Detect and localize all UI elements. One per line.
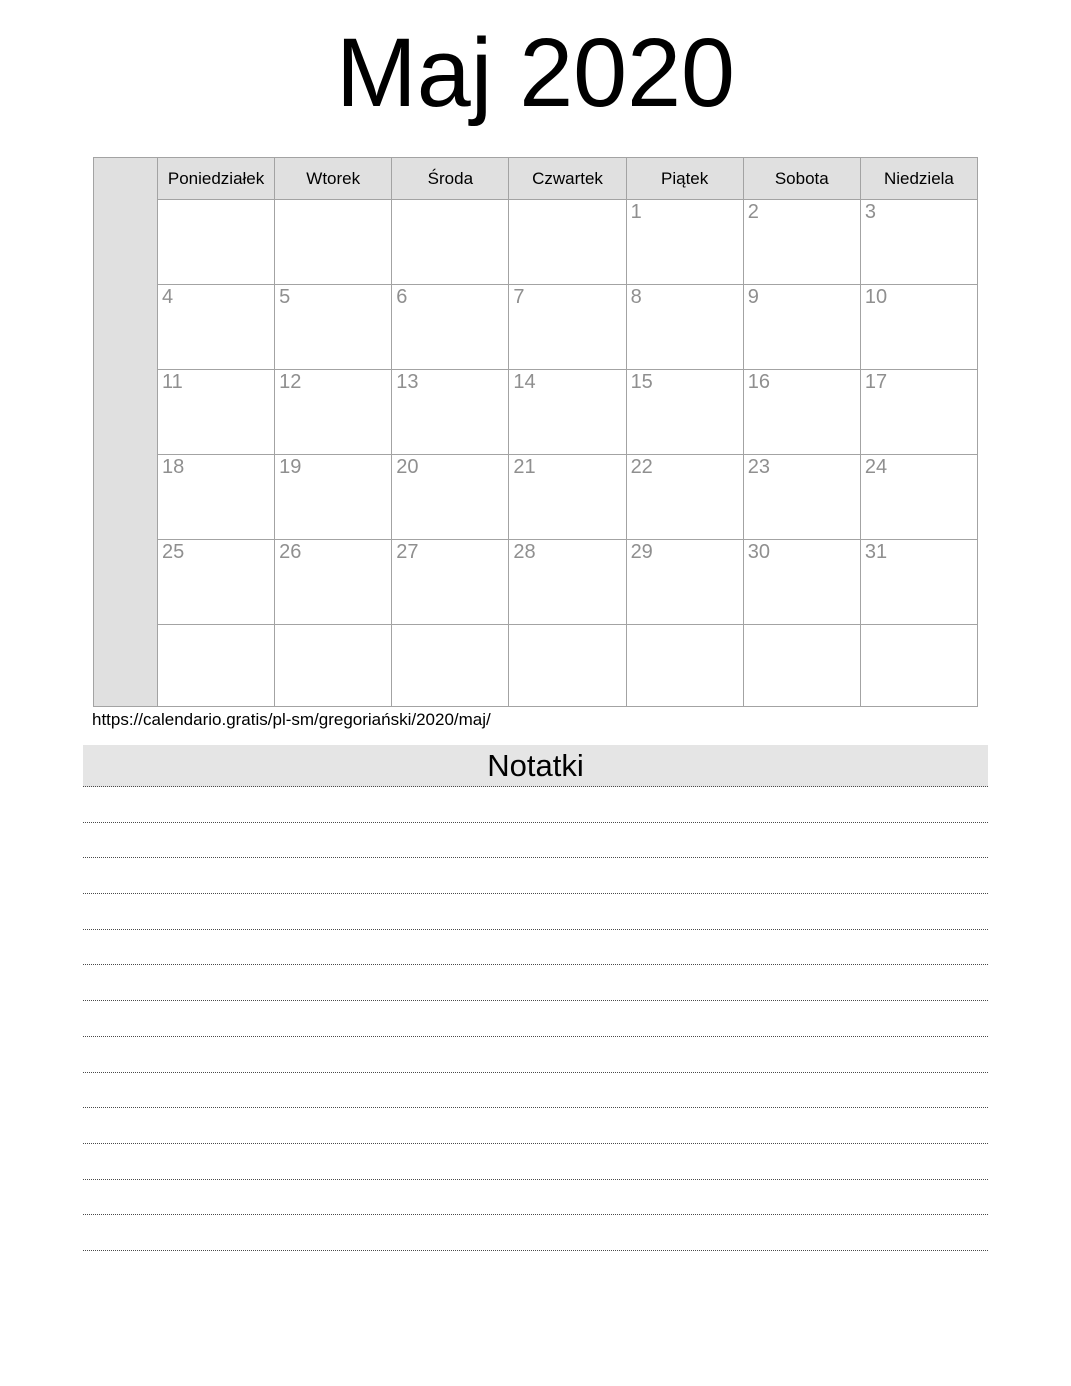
day-number: 22: [630, 456, 653, 478]
calendar-day-cell: [743, 200, 860, 285]
calendar-week-row: [94, 625, 978, 707]
day-number: [392, 200, 508, 201]
day-number: 2: [747, 201, 759, 223]
day-number: 25: [162, 541, 185, 563]
day-header-monday: Poniedziałek: [158, 158, 275, 200]
calendar-day-cell: [860, 540, 977, 625]
note-line: [83, 787, 988, 823]
day-number: [861, 625, 977, 626]
note-line: [83, 823, 988, 859]
day-number: 30: [747, 541, 770, 563]
calendar-day-cell: [743, 625, 860, 707]
day-number: 27: [396, 541, 419, 563]
calendar-day-cell: [392, 200, 509, 285]
notes-header: Notatki: [83, 745, 988, 787]
calendar-day-cell: [509, 200, 626, 285]
calendar-day-cell: [392, 455, 509, 540]
calendar-day-cell: [860, 370, 977, 455]
calendar-day-cell: [626, 455, 743, 540]
calendar-day-cell: [860, 285, 977, 370]
calendar-day-cell: [860, 200, 977, 285]
calendar-day-cell: [860, 455, 977, 540]
day-number: 13: [396, 371, 419, 393]
note-line: [83, 1037, 988, 1073]
calendar-day-cell: [158, 540, 275, 625]
calendar-day-cell: [275, 455, 392, 540]
calendar-week-row: [94, 455, 978, 540]
calendar-day-cell: [158, 370, 275, 455]
calendar-day-cell: [509, 370, 626, 455]
day-number: 9: [747, 286, 759, 308]
calendar-day-cell: [743, 285, 860, 370]
calendar-day-cell: [626, 285, 743, 370]
notes-section: [83, 745, 988, 1251]
calendar-week-row: [94, 370, 978, 455]
day-number: 26: [279, 541, 302, 563]
note-line: [83, 858, 988, 894]
calendar-table: [93, 157, 978, 707]
calendar-day-cell: [743, 455, 860, 540]
calendar-week-row: [94, 285, 978, 370]
calendar-week-row: [94, 200, 978, 285]
day-number: 14: [513, 371, 536, 393]
calendar-day-cell: [392, 540, 509, 625]
day-number: [744, 625, 860, 626]
day-number: 24: [864, 456, 888, 478]
day-header-tuesday: Wtorek: [275, 158, 392, 200]
calendar-day-cell: [275, 285, 392, 370]
day-number: [275, 625, 391, 626]
day-number: 18: [162, 456, 185, 478]
day-header-friday: Piątek: [626, 158, 743, 200]
day-number: [509, 200, 625, 201]
day-number: 17: [864, 371, 888, 393]
calendar-day-cell: [158, 625, 275, 707]
day-number: 10: [864, 286, 888, 308]
calendar-day-cell: [275, 540, 392, 625]
day-header-saturday: Sobota: [743, 158, 860, 200]
calendar-day-cell: [509, 285, 626, 370]
note-line: [83, 894, 988, 930]
calendar-day-cell: [509, 540, 626, 625]
calendar-day-cell: [392, 625, 509, 707]
calendar-day-cell: [275, 370, 392, 455]
calendar-day-cell: [743, 370, 860, 455]
calendar-day-cell: [158, 200, 275, 285]
note-line: [83, 965, 988, 1001]
note-line: [83, 1144, 988, 1180]
day-number: 29: [630, 541, 653, 563]
calendar-day-cell: [392, 370, 509, 455]
day-number: 4: [162, 286, 174, 308]
note-line: [83, 1215, 988, 1251]
note-line: [83, 1001, 988, 1037]
calendar-header-row: [94, 158, 978, 200]
calendar-day-cell: [158, 455, 275, 540]
day-header-wednesday: Środa: [392, 158, 509, 200]
day-number: 7: [513, 286, 525, 308]
notes-lines-container: [83, 787, 988, 1251]
calendar-week-row: [94, 540, 978, 625]
day-header-thursday: Czwartek: [509, 158, 626, 200]
day-number: 16: [747, 371, 770, 393]
day-number: 3: [864, 201, 876, 223]
note-line: [83, 1073, 988, 1109]
day-number: 6: [396, 286, 408, 308]
day-number: [509, 625, 625, 626]
day-number: 20: [396, 456, 419, 478]
week-number-column: [94, 158, 158, 707]
day-number: 8: [630, 286, 642, 308]
day-number: [275, 200, 391, 201]
note-line: [83, 1180, 988, 1216]
day-number: 12: [279, 371, 302, 393]
calendar-day-cell: [392, 285, 509, 370]
day-number: [392, 625, 508, 626]
calendar-day-cell: [626, 540, 743, 625]
day-number: 11: [162, 371, 183, 393]
calendar-day-cell: [743, 540, 860, 625]
day-number: 19: [279, 456, 302, 478]
note-line: [83, 1108, 988, 1144]
source-url: https://calendario.gratis/pl-sm/gregoriański/2020/maj/: [92, 710, 491, 729]
calendar-day-cell: [509, 455, 626, 540]
calendar-day-cell: [509, 625, 626, 707]
day-number: [627, 625, 743, 626]
calendar-day-cell: [626, 370, 743, 455]
day-number: 28: [513, 541, 536, 563]
calendar-day-cell: [158, 285, 275, 370]
day-number: 31: [864, 541, 888, 563]
calendar-day-cell: [626, 625, 743, 707]
calendar-day-cell: [860, 625, 977, 707]
day-number: [158, 200, 274, 201]
page-title: Maj 2020: [335, 18, 736, 127]
calendar-day-cell: [275, 625, 392, 707]
day-number: 15: [630, 371, 653, 393]
day-number: 23: [747, 456, 770, 478]
note-line: [83, 930, 988, 966]
day-number: [158, 625, 274, 626]
day-number: 21: [513, 456, 536, 478]
calendar-day-cell: [626, 200, 743, 285]
day-number: 1: [630, 201, 642, 223]
calendar-day-cell: [275, 200, 392, 285]
day-header-sunday: Niedziela: [860, 158, 977, 200]
day-number: 5: [279, 286, 291, 308]
